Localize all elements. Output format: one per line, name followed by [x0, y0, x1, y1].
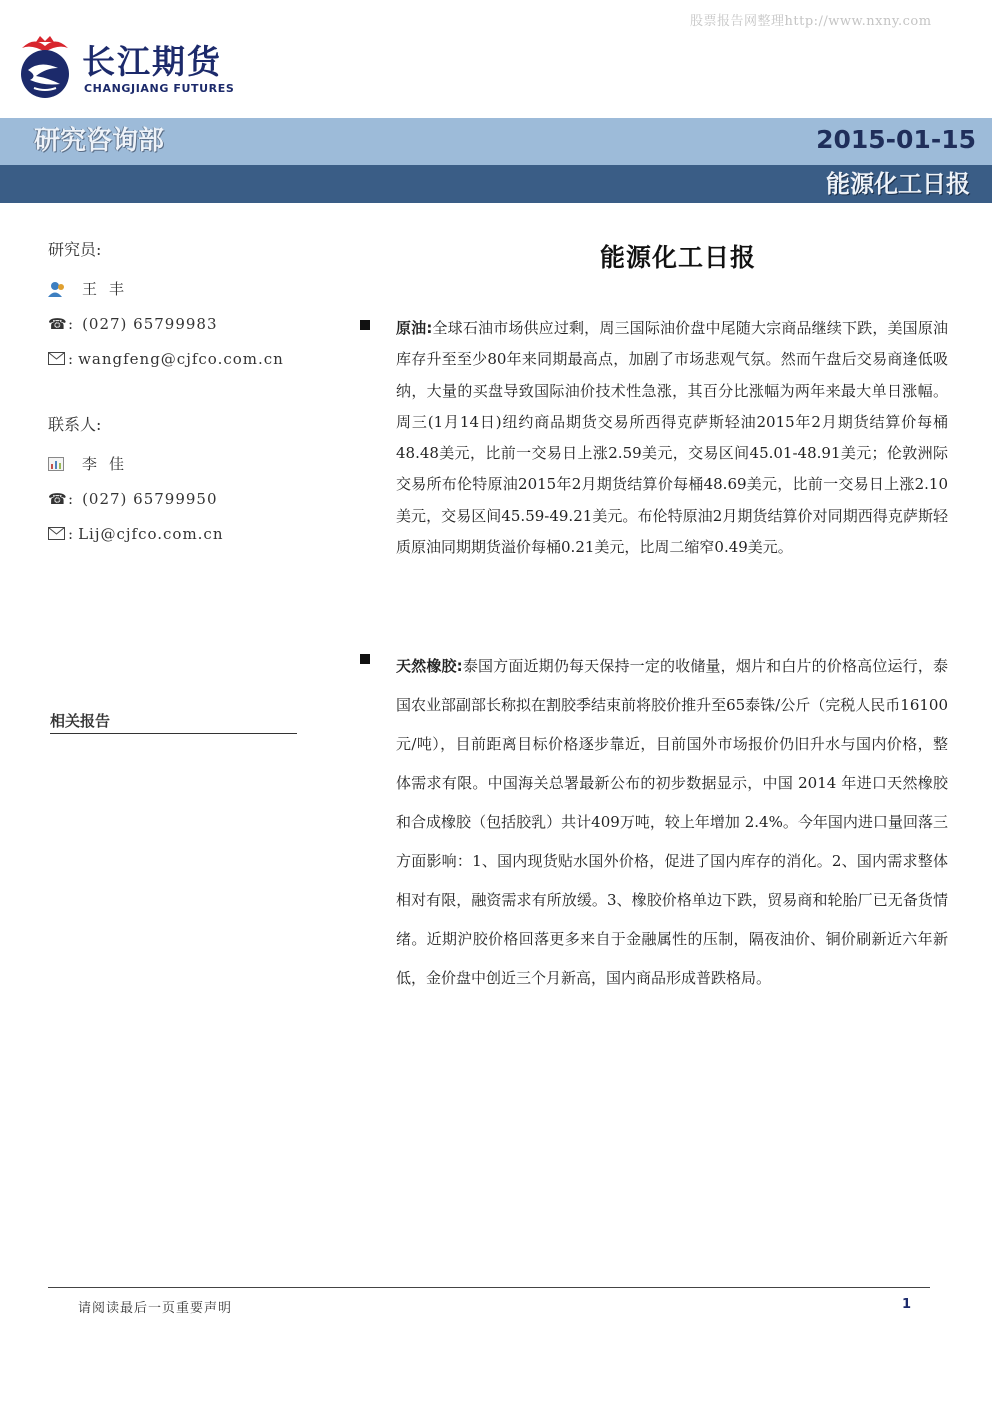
contact-email[interactable]: Lij@cjfco.com.cn — [78, 524, 224, 543]
page-title: 能源化工日报 — [600, 243, 757, 272]
page-number: 1 — [902, 1297, 912, 1312]
section-heading: 天然橡胶: — [396, 657, 463, 675]
bullet-square-icon — [360, 654, 370, 664]
company-logo — [14, 34, 254, 102]
person-icon — [48, 281, 68, 297]
bullet-square-icon — [360, 320, 370, 330]
researcher-email-prefix: : — [68, 349, 75, 368]
header-subband — [0, 165, 992, 203]
section-heading: 原油: — [396, 319, 433, 337]
disclaimer-note: 请阅读最后一页重要声明 — [78, 1301, 233, 1316]
department-name: 研究咨询部 — [34, 126, 165, 156]
contact-email-prefix: : — [68, 524, 75, 543]
contact-sidebar — [48, 236, 298, 551]
contact-label: 联系人: — [48, 415, 102, 434]
researcher-name: 王丰 — [82, 279, 137, 298]
contact-phone-prefix: : — [68, 489, 75, 508]
contact-email-row — [48, 516, 298, 551]
section-crude-oil — [396, 313, 948, 563]
report-date: 2015-01-15 — [816, 125, 976, 154]
researcher-phone: (027) 65799983 — [82, 314, 218, 333]
phone-icon: ☎ — [48, 314, 67, 333]
contact-phone: (027) 65799950 — [82, 489, 218, 508]
researcher-phone-row — [48, 306, 298, 341]
header-band — [0, 118, 992, 165]
researcher-phone-prefix: : — [68, 314, 75, 333]
mail-icon — [48, 527, 68, 540]
section-body: 泰国方面近期仍每天保持一定的收储量，烟片和白片的价格高位运行，泰国农业部副部长称拟在割胶季结束前将胶价推升至65泰铢/公斤（完税人民币16100元/吨），目前距离目标价格逐步靠近，目前国外市场报价仍旧升水与国内价格，整体需求有限。中国海关总署最新公布的初步数据显示，中国 2014 年进口天然橡胶和合成橡胶（包括胶乳）共计409万吨，较上年增加 2.4%。今年国内进口量回落三方面影响：1、国内现货贴水国外价格，促进了国内库存的消化。2、国内需求整体相对有限，融资需求有所放缓。3、橡胶价格单边下跌，贸易商和轮胎厂已无备货情绪。近期沪胶价格回落更多来自于金融属性的压制，隔夜油价、铜价刷新近六年新低，金价盘中创近三个月新高，国内商品形成普跌格局。 — [396, 657, 948, 987]
mail-icon — [48, 352, 68, 365]
contact-phone-row — [48, 481, 298, 516]
watermark: 股票报告网整理http://www.nxny.com — [690, 14, 932, 29]
logo-english-name: CHANGJIANG FUTURES — [84, 82, 235, 95]
contact-name-row — [48, 446, 298, 481]
logo-mark-icon — [14, 34, 76, 100]
section-natural-rubber — [396, 647, 948, 998]
researcher-email[interactable]: wangfeng@cjfco.com.cn — [78, 349, 284, 368]
section-body: 全球石油市场供应过剩，周三国际油价盘中尾随大宗商品继续下跌，美国原油库存升至至少80年来同期最高点，加剧了市场悲观气氛。然而午盘后交易商逢低吸纳，大量的买盘导致国际油价技术性急涨，其百分比涨幅为两年来最大单日涨幅。周三(1月14日)纽约商品期货交易所西得克萨斯轻油2015年2月期货结算价每桶48.48美元，比前一交易日上涨2.59美元，交易区间45.01-48.91美元；伦敦洲际交易所布伦特原油2015年2月期货结算价每桶48.69美元，比前一交易日上涨2.10美元，交易区间45.59-49.21美元。布伦特原油2月期货结算价对同期西得克萨斯轻质原油同期期货溢价每桶0.21美元，比周二缩窄0.49美元。 — [396, 319, 948, 557]
researcher-label: 研究员: — [48, 240, 102, 259]
related-reports-heading: 相关报告 — [50, 710, 297, 734]
chart-icon — [48, 457, 68, 471]
researcher-name-row — [48, 271, 298, 306]
contact-name: 李佳 — [82, 454, 137, 473]
footer-divider — [48, 1287, 930, 1288]
logo-chinese-name: 长江期货 — [82, 42, 222, 81]
report-type: 能源化工日报 — [826, 170, 970, 198]
researcher-email-row — [48, 341, 298, 376]
phone-icon: ☎ — [48, 489, 67, 508]
